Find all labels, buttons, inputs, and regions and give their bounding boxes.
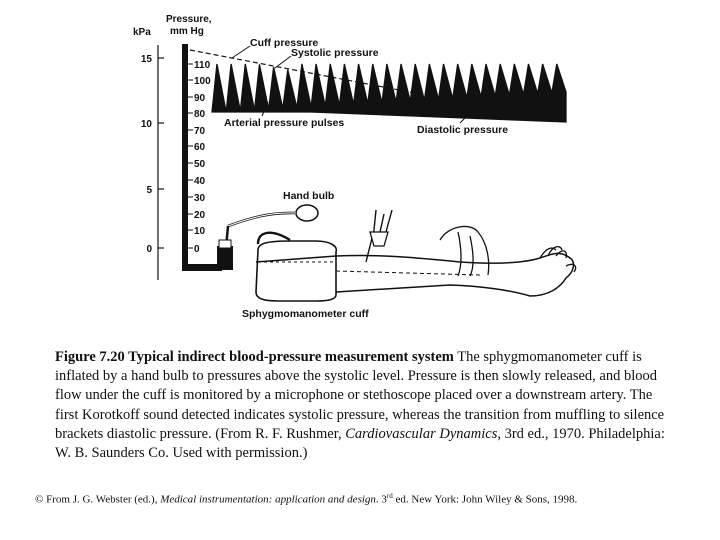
reservoir-cap [219, 240, 231, 248]
kpa-tick-label: 5 [146, 185, 152, 196]
hand-bulb-label: Hand bulb [283, 190, 335, 202]
caption-title: Figure 7.20 Typical indirect blood-pressure measurement system [55, 349, 454, 365]
cuff-pressure-leader [232, 46, 250, 58]
credit-title: Medical instrumentation: application and design [160, 493, 376, 506]
kpa-tick-label: 10 [140, 119, 152, 130]
mmhg-tick-label: 40 [194, 176, 206, 187]
mmhg-tick-label: 10 [194, 226, 206, 237]
mmhg-ticks [188, 64, 193, 248]
caption-book-title: Cardiovascular Dynamics [345, 425, 498, 442]
mmhg-tick-label: 50 [194, 159, 206, 170]
manometer-base [182, 264, 222, 271]
patient-fingers [540, 247, 576, 272]
examiner-hand [440, 226, 489, 276]
mmhg-tick-label: 90 [194, 93, 206, 104]
credit-edition: . 3 [375, 493, 387, 506]
copyright-credit [35, 489, 695, 507]
caption-text-2: , 3rd ed., 1970. Philadelphia: W. B. Saunders Co. Used with permission.) [55, 425, 665, 462]
mmhg-axis-title-line1: Pressure, [166, 14, 212, 25]
kpa-ticks [141, 54, 164, 255]
credit-prefix: © From J. G. Webster (ed.), [35, 493, 161, 506]
credit-suffix: ed. New York: John Wiley & Sons, 1998. [392, 493, 578, 506]
mmhg-tick-label: 30 [194, 193, 206, 204]
mercury-reservoir [217, 246, 233, 270]
kpa-axis-title: kPa [133, 27, 151, 38]
mercury-column [182, 44, 188, 270]
figure-caption [55, 348, 665, 463]
cuff-label: Sphygmomanometer cuff [242, 308, 369, 320]
mmhg-tick-label: 100 [194, 76, 211, 87]
kpa-tick-label: 0 [146, 244, 152, 255]
systolic-pressure-label: Systolic pressure [291, 47, 379, 59]
bulb-tube-outer [228, 213, 296, 226]
sphygmomanometer-cuff [256, 241, 336, 301]
mmhg-tick-label: 0 [194, 244, 200, 255]
mmhg-tick-label: 60 [194, 142, 206, 153]
mmhg-axis-title-line2: mm Hg [170, 26, 204, 37]
stethoscope-head [370, 232, 388, 246]
diastolic-pressure-label: Diastolic pressure [417, 124, 509, 136]
arterial-pressure-waveform [212, 64, 566, 122]
hand-bulb [296, 205, 318, 221]
mmhg-tick-label: 110 [194, 60, 211, 71]
cuff-pressure-label: Cuff pressure [250, 37, 319, 49]
systolic-pressure-leader [275, 56, 291, 68]
kpa-tick-label: 15 [140, 54, 152, 65]
mmhg-tick-label: 20 [194, 210, 206, 221]
mmhg-tick-labels [194, 60, 211, 255]
arterial-pulses-label: Arterial pressure pulses [224, 117, 345, 129]
credit-edition-sup: rd [386, 492, 393, 500]
mmhg-tick-label: 80 [194, 109, 206, 120]
caption-text-1: The sphygmomanometer cuff is inflated by a hand bulb to pressures above the systolic level. Pressure is then slowly released, and blood flow under the cuff is monitored by a microphone or stethoscope placed over a downstream artery. The first Korotkoff sound detected indicates systolic pressure, whereas the transition from muffling to silence brackets diastolic pressure. (From R. F. Rushmer, [55, 349, 665, 442]
mmhg-tick-label: 70 [194, 126, 206, 137]
